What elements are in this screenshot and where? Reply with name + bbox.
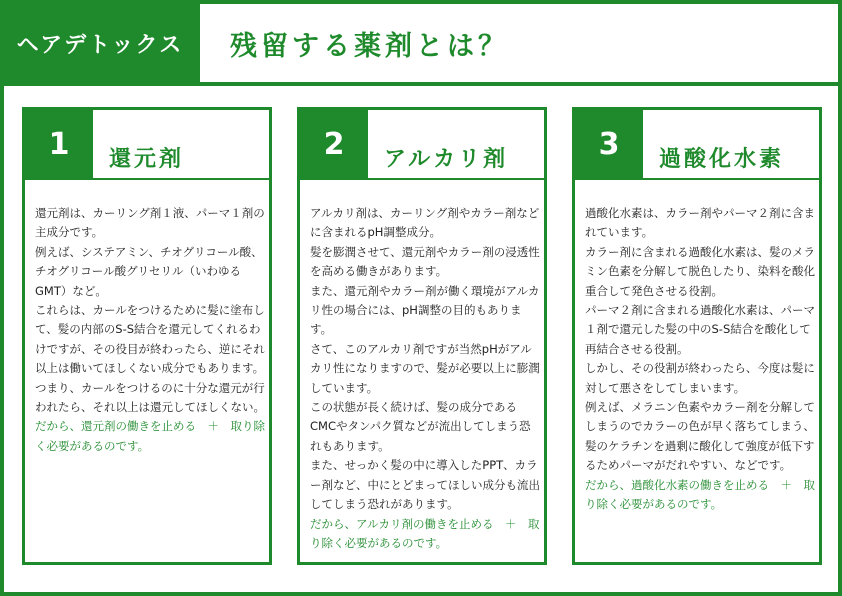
card-highlight: だから、過酸化水素の働きを止める ＋ 取り除く必要があるのです。 [585, 477, 815, 512]
card-number: 3 [575, 110, 643, 178]
card-paragraph: この状態が長く続けば、髪の成分であるCMCやタンパク質などが流出してしまう恐れもあります。 [310, 400, 531, 453]
card-paragraph: 過酸化水素は、カラー剤やパーマ２剤に含まれています。 [585, 206, 815, 240]
card-number: 1 [25, 110, 93, 178]
card-highlight: だから、還元剤の働きを止める ＋ 取り除く必要があるのです。 [35, 419, 265, 453]
card-divider [25, 178, 269, 180]
card-paragraph: これらは、カールをつけるために髪に塗布して、髪の内部のS-S結合を還元してくれるわけですが、その役目が終わったら、逆にそれ以上は働いてほしくない成分でもあります。つまり、カールをつけるのに十分な還元が行われたら、それ以上は還元してほしくない。 [35, 303, 265, 415]
category-tag: ヘアデトックス [0, 0, 200, 86]
card-body [585, 204, 817, 515]
card-paragraph: さて、このアルカリ剤ですが当然pHがアルカリ性になりますので、髪が必要以上に膨潤しています。 [310, 341, 540, 395]
card-paragraph: 例えば、メラニン色素やカラー剤を分解してしまうのでカラーの色が早く落ちてしまう、髪のケラチンを過剰に酸化して強度が低下するためパーマがだれやすい、などです。 [585, 400, 815, 473]
card-paragraph: 例えば、システアミン、チオグリコール酸、チオグリコール酸グリセリル（いわゆるGMT）など。 [35, 244, 263, 298]
card-paragraph: アルカリ剤は、カーリング剤やカラー剤などに含まれるpH調整成分。 [310, 206, 540, 240]
card-title: 過酸化水素 [659, 147, 785, 172]
card-paragraph: しかし、その役割が終わったら、今度は髪に対して悪さをしてしまいます。 [585, 361, 815, 395]
card-divider [575, 178, 819, 180]
page-title: 残留する薬剤とは？ [230, 30, 509, 62]
card-body [310, 204, 542, 553]
card-number: 2 [300, 110, 368, 178]
card-paragraph: 髪を膨潤させて、還元剤やカラー剤の浸透性を高める働きがあります。 [310, 244, 540, 279]
card-paragraph: また、還元剤やカラー剤が働く環境がアルカリ性の場合には、pH調整の目的もあります。 [310, 283, 540, 337]
card-alkali-agent [297, 107, 547, 565]
card-paragraph: カラー剤に含まれる過酸化水素は、髪のメラミン色素を分解して脱色したり、染料を酸化重合して発色させる役割。 [585, 244, 815, 298]
card-body [35, 204, 267, 456]
card-reducing-agent [22, 107, 272, 565]
card-paragraph: パーマ２剤に含まれる過酸化水素は、パーマ１剤で還元した髪の中のS-S結合を酸化して再結合させる役割。 [585, 303, 815, 356]
header [0, 0, 842, 86]
card-divider [300, 178, 544, 180]
card-highlight: だから、アルカリ剤の働きを止める ＋ 取り除く必要があるのです。 [310, 516, 540, 550]
card-hydrogen-peroxide [572, 107, 822, 565]
card-title: 還元剤 [109, 147, 185, 172]
header-divider [0, 82, 842, 86]
card-paragraph: 還元剤は、カーリング剤１液、パーマ１剤の主成分です。 [35, 206, 265, 240]
card-title: アルカリ剤 [384, 147, 509, 172]
card-paragraph: また、せっかく髪の中に導入したPPT、カラー剤など、中にとどまってほしい成分も流出してしまう恐れがあります。 [310, 458, 540, 512]
